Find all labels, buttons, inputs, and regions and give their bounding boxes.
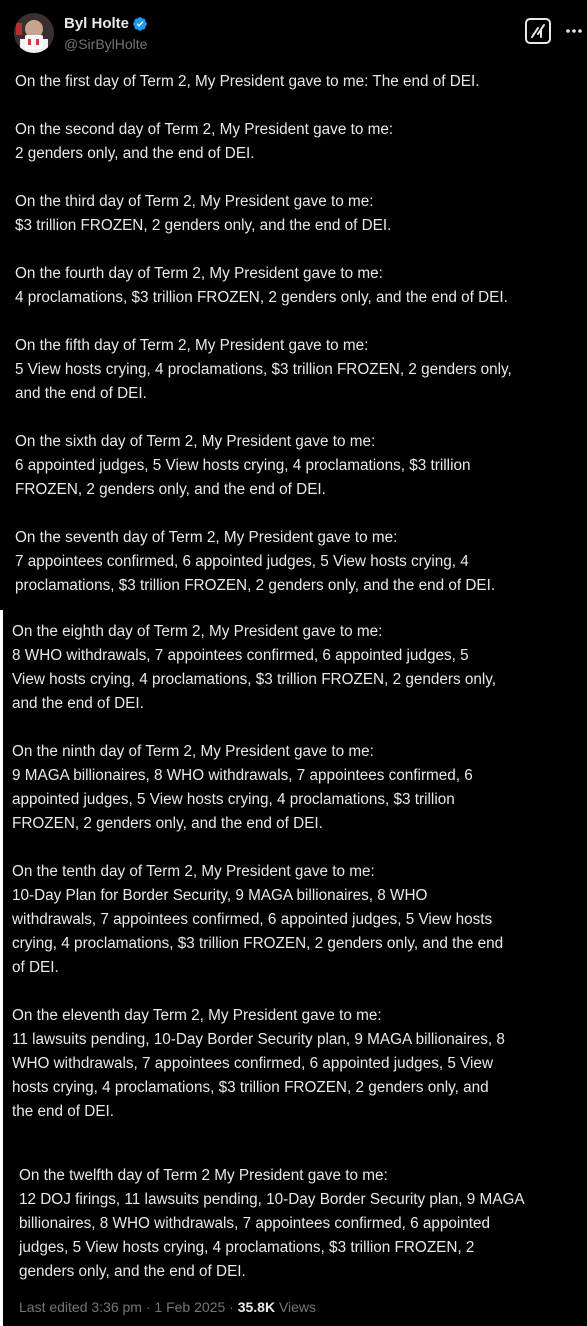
post-meta [19, 1297, 316, 1317]
post-text-paragraph-10: On the tenth day of Term 2, My President gave to me: 10-Day Plan for Border Security, 9 MAGA billionaires, 8 WHO withdrawals, 7 appointees confirmed, 6 appointed judges, 5 View hosts crying, 4 proclamations, $3 trillion FROZEN, 2 genders only, and the end of DEI. [12, 863, 504, 976]
more-icon[interactable] [564, 21, 584, 41]
post-text-paragraph-4: On the fourth day of Term 2, My President gave to me: 4 proclamations, $3 trillion FROZEN, 2 genders only, and the end of DEI. [15, 265, 508, 306]
post-text-paragraph-2: On the second day of Term 2, My President gave to me: 2 genders only, and the end of DEI. [15, 121, 394, 162]
post-header [14, 13, 580, 55]
post-text-paragraph-8: On the eighth day of Term 2, My President gave to me: 8 WHO withdrawals, 7 appointees confirmed, 6 appointed judges, 5 View hosts crying, 4 proclamations, $3 trillion FROZEN, 2 genders only, and the end of DEI. [12, 623, 497, 712]
post-text-paragraph-6: On the sixth day of Term 2, My President gave to me: 6 appointed judges, 5 View hosts crying, 4 proclamations, $3 trillion FROZEN, 2 genders only, and the end of DEI. [15, 433, 471, 498]
edited-timestamp[interactable]: Last edited 3:36 pm · 1 Feb 2025 · [19, 1299, 238, 1315]
name-row [64, 15, 148, 33]
post-text-paragraph-12: On the twelfth day of Term 2 My President gave to me: 12 DOJ firings, 11 lawsuits pending, 10-Day Border Security plan, 9 MAGA billionaires, 8 WHO withdrawals, 7 appointees confirmed, 6 appointed judges, 5 View hosts crying, 4 proclamations, $3 trillion FROZEN, 2 genders only, and the end of DEI. [19, 1167, 525, 1280]
post-text-paragraph-3: On the third day of Term 2, My President gave to me: $3 trillion FROZEN, 2 genders only, and the end of DEI. [15, 193, 392, 234]
avatar[interactable] [14, 13, 54, 53]
post-text-paragraph-5: On the fifth day of Term 2, My President gave to me: 5 View hosts crying, 4 proclamations, $3 trillion FROZEN, 2 genders only, and the end of DEI. [15, 337, 512, 402]
post-text-paragraph-11: On the eleventh day Term 2, My President gave to me: 11 lawsuits pending, 10-Day Border Security plan, 9 MAGA billionaires, 8 WHO withdrawals, 7 appointees confirmed, 6 appointed judges, 5 View hosts crying, 4 proclamations, $3 trillion FROZEN, 2 genders only, and the end of DEI. [12, 1007, 505, 1120]
post-text-paragraph-1: On the first day of Term 2, My President gave to me: The end of DEI. [15, 73, 480, 90]
post-text-paragraph-7: On the seventh day of Term 2, My President gave to me: 7 appointees confirmed, 6 appointed judges, 5 View hosts crying, 4 proclamations, $3 trillion FROZEN, 2 genders only, and the end of DEI. [15, 529, 496, 594]
views-label: Views [275, 1299, 317, 1315]
views-count: 35.8K [237, 1299, 276, 1315]
author-handle[interactable]: @SirBylHolte [64, 36, 148, 52]
verified-badge-icon [132, 16, 148, 32]
grok-icon[interactable] [525, 18, 551, 44]
screenshot-edge [0, 610, 3, 1326]
post-text-paragraph-9: On the ninth day of Term 2, My President gave to me: 9 MAGA billionaires, 8 WHO withdrawals, 7 appointees confirmed, 6 appointed judges, 5 View hosts crying, 4 proclamations, $3 trillion FROZEN, 2 genders only, and the end of DEI. [12, 743, 473, 832]
author-display-name[interactable]: Byl Holte [64, 15, 130, 32]
